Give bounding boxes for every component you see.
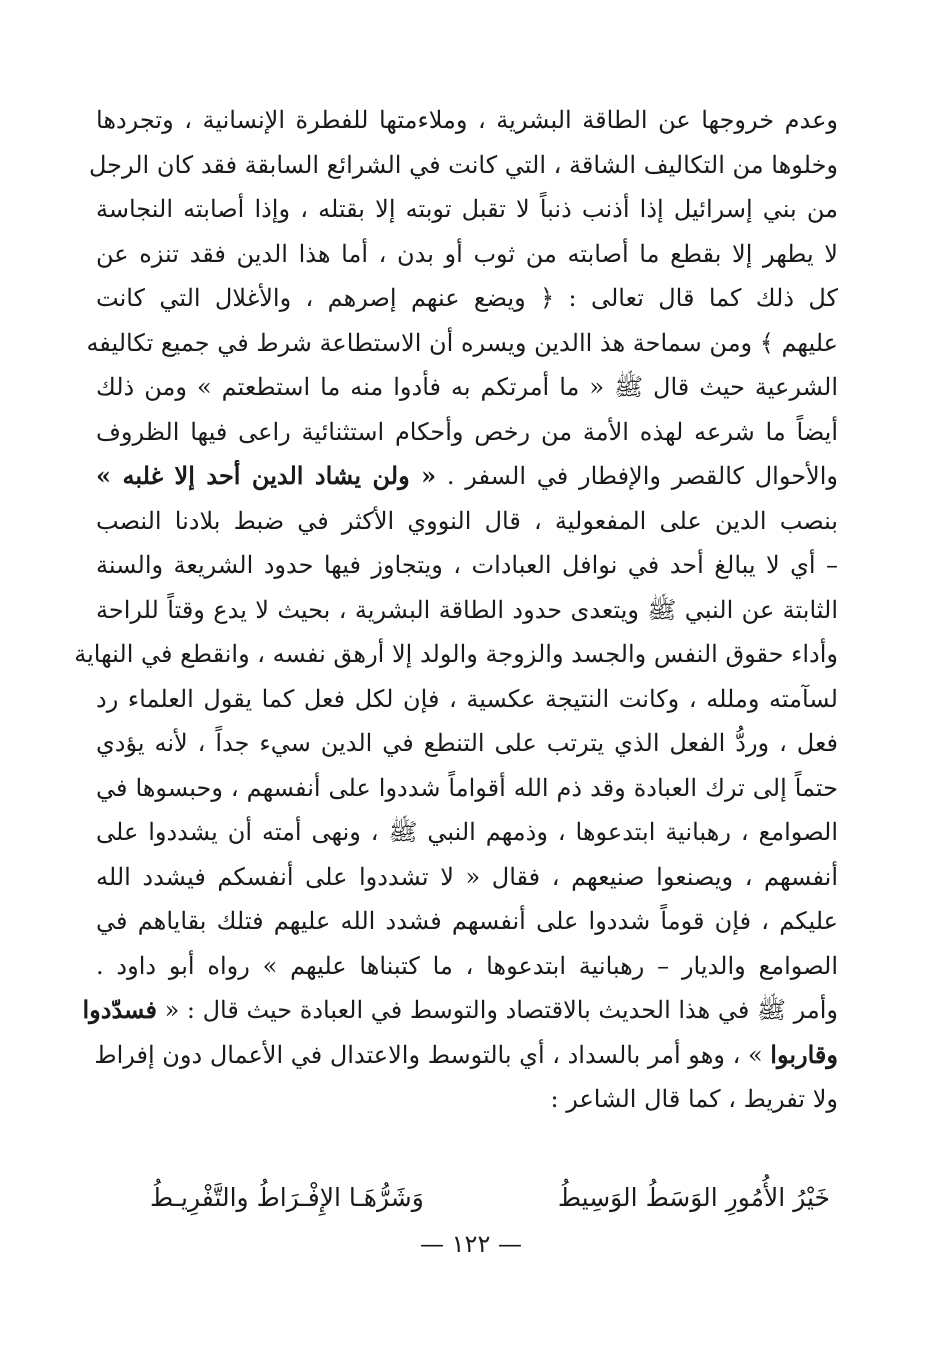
text-line: بنصب الدين على المفعولية ، قال النووي الأكثر في ضبط بلادنا النصب — [96, 506, 838, 535]
text-line: أيضاً ما شرعه لهذه الأمة من رخص وأحكام استثنائية راعى فيها الظروف — [96, 417, 838, 446]
text-segment: والأحوال كالقصر والإفطار في السفر . — [446, 462, 838, 490]
text-line-with-hadith — [96, 1033, 838, 1078]
text-line: فعل ، وردُّ الفعل الذي يترتب على التنطع في الدين سيء جداً ، لأنه يؤدي — [96, 729, 838, 757]
hadith-word: وقاربوا — [770, 1039, 838, 1069]
poetry-verse — [150, 1176, 830, 1220]
text-line: كل ذلك كما قال تعالى : ﴿ ويضع عنهم إصرهم ، والأغلال التي كانت — [96, 284, 838, 312]
text-line: الشرعية حيث قال ﷺ « ما أمرتكم به فأدوا منه ما استطعتم » ومن ذلك — [96, 373, 838, 401]
text-segment: » ، وهو أمر بالسداد ، أي بالتوسط والاعتدال في الأعمال دون إفراط — [94, 1040, 763, 1069]
verse-first-hemistich: خَيْرُ الأُمُورِ الوَسَطُ الوَسِيطُ — [557, 1183, 830, 1212]
text-line: أنفسهم ، ويصنعوا صنيعهم ، فقال « لا تشددوا على أنفسكم فيشدد الله — [96, 862, 838, 891]
text-line: عليكم ، فإن قوماً شددوا على أنفسهم فشدد الله عليهم فتلك بقاياهم في — [96, 907, 838, 935]
text-line: – أي لا يبالغ أحد في نوافل العبادات ، ويتجاوز فيها حدود الشريعة والسنة — [96, 551, 838, 579]
text-segment: وأمر ﷺ في هذا الحديث بالاقتصاد والتوسط في العبادة حيث قال : « — [164, 996, 838, 1024]
page-body — [74, 98, 838, 1122]
text-line: حتماً إلى ترك العبادة وقد ذم الله أقواماً شددوا على أنفسهم ، وحبسوها في — [96, 773, 838, 802]
text-line: وخلوها من التكاليف الشاقة ، التي كانت في الشرائع السابقة فقد كان الرجل — [88, 150, 838, 179]
text-line-with-hadith — [82, 988, 838, 1033]
text-line: الصوامع ، رهبانية ابتدعوها ، وذمهم النبي ﷺ ، ونهى أمته أن يشددوا على — [96, 818, 838, 846]
page-number: — ١٢٢ — — [420, 1230, 522, 1258]
text-line: عليهم ﴾ ومن سماحة هذ االدين ويسره أن الاستطاعة شرط في جميع تكاليفه — [86, 328, 838, 357]
text-line: الثابتة عن النبي ﷺ ويتعدى حدود الطاقة البشرية ، بحيث لا يدع وقتاً للراحة — [96, 595, 838, 624]
hadith-word: فسدّدوا — [82, 995, 157, 1024]
verse-second-hemistich: وَشَرُّهَـا الإِفْـرَاطُ والتَّفْرِيـطُ — [150, 1183, 424, 1212]
text-line-with-hadith — [96, 454, 838, 499]
text-line: وأداء حقوق النفس والجسد والزوجة والولد إلا أرهق نفسه ، وانقطع في النهاية — [74, 640, 838, 668]
text-line: وعدم خروجها عن الطاقة البشرية ، وملاءمتها للفطرة الإنسانية ، وتجردها — [96, 106, 838, 134]
hadith-quote: « ولن يشاد الدين أحد إلا غلبه » — [96, 461, 437, 490]
text-line: لا يطهر إلا بقطع ما أصابته من ثوب أو بدن ، أما هذا الدين فقد تنزه عن — [96, 239, 838, 268]
text-line: ولا تفريط ، كما قال الشاعر : — [550, 1085, 838, 1113]
text-line: لسآمته وملله ، وكانت النتيجة عكسية ، فإن لكل فعل كما يقول العلماء رد — [96, 684, 838, 713]
text-line: من بني إسرائيل إذا أذنب ذنباً لا تقبل توبته إلا بقتله ، وإذا أصابته النجاسة — [96, 195, 838, 223]
text-line: الصوامع والديار – رهبانية ابتدعوها ، ما كتبناها عليهم » رواه أبو داود . — [96, 951, 838, 980]
